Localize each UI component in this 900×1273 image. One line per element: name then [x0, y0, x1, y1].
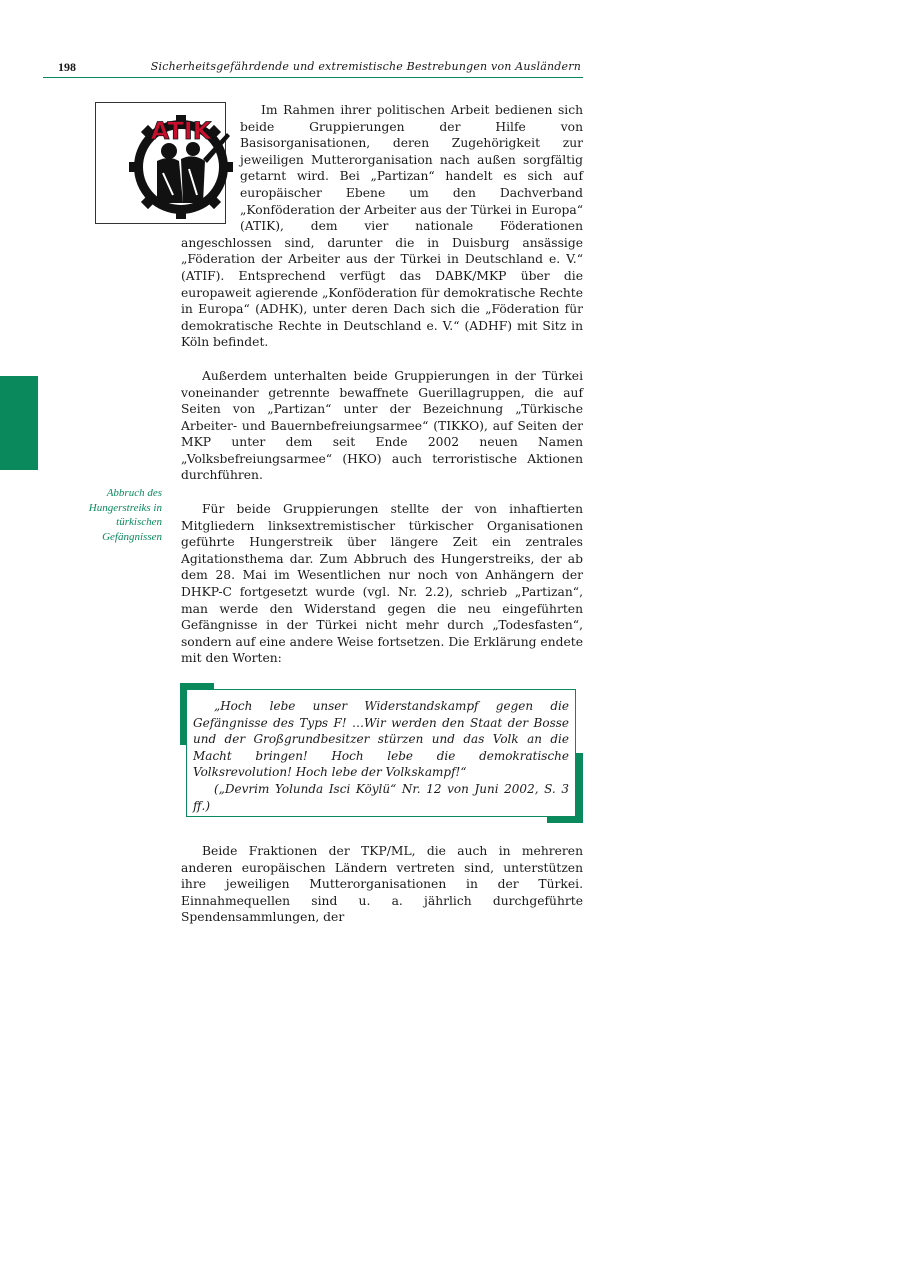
- page-number: 198: [58, 60, 76, 74]
- body-text: [150, 102, 583, 926]
- quote-decoration: [576, 753, 583, 823]
- paragraph-text: Im Rahmen ihrer politischen Arbeit bedienen sich beide Gruppierungen der Hilfe von Basisorganisationen, deren Zugehörigkeit zur jeweiligen Mutterorganisation nach außen sorgfältig getarnt wird. Bei „Partizan“ handelt es sich auf europäischer Ebene um den Dachverband „Konföderation der Arbeiter aus der Türkei in Europa“ (ATIK), dem vier nationale Föderationen angeschlossen sind, darunter die in Duisburg ansässige „Föderation der Arbeiter aus der Türkei in Deutschland e. V.“ (ATIF). Entsprechend verfügt das DABK/MKP über die europaweit agierende „Konföderation für demokratische Rechte in Europa“ (ADHK), unter deren Dach sich die „Föderation für demokratische Rechte in Deutschland e. V.“ (ADHF) mit Sitz in Köln befindet.: [181, 103, 583, 350]
- chapter-side-tab: [0, 376, 38, 470]
- paragraph: Beide Fraktionen der TKP/ML, die auch in mehreren anderen europäischen Ländern vertreten sind, unterstützen ihre jeweiligen Mutterorganisationen in der Türkei. Einnahmequellen sind u. a. jährlich durchgeführte Spendensammlungen, der: [181, 844, 583, 925]
- running-title: Sicherheitsgefährdende und extremistische Bestrebungen von Ausländern: [150, 60, 581, 73]
- quote-box: [186, 689, 576, 817]
- margin-note: Abbruch des Hungerstreiks in türkischen Gefängnissen: [88, 487, 162, 543]
- paragraph: [150, 102, 583, 351]
- quote-decoration: [547, 817, 583, 823]
- quote-source: („Devrim Yolunda Isci Köylü“ Nr. 12 von Juni 2002, S. 3 ff.): [193, 781, 569, 813]
- quote-block: [181, 689, 583, 827]
- atik-logo-icon: [117, 103, 246, 223]
- logo-text: ATIK: [150, 117, 212, 145]
- page-header: [43, 60, 583, 78]
- atik-logo: [95, 102, 226, 224]
- paragraph: Außerdem unterhalten beide Gruppierungen in der Türkei voneinander getrennte bewaffnete Guerillagruppen, die auf Seiten von „Partizan“ unter der Bezeichnung „Türkische Arbeiter- und Bauernbefreiungsarmee“ (TIKKO), auf Seiten der MKP unter dem seit Ende 2002 neuen Namen „Volksbefreiungsarmee“ (HKO) auch terroristische Aktionen durchführen.: [181, 368, 583, 483]
- quote-text: „Hoch lebe unser Widerstandskampf gegen die Gefängnisse des Typs F! …Wir werden den Staat der Bosse und der Großgrundbesitzer stürzen und das Volk an die Macht bringen! Hoch lebe die demokratische Volksrevolution! Hoch lebe der Volkskampf!“: [193, 699, 569, 780]
- paragraph: Für beide Gruppierungen stellte der von inhaftierten Mitgliedern linksextremistischer türkischer Organisationen geführte Hungerstreik über längere Zeit ein zentrales Agitationsthema dar. Zum Abbruch des Hungerstreiks, der ab dem 28. Mai im Wesentlichen nur noch von Anhängern der DHKP-C fortgesetzt wurde (vgl. Nr. 2.2), schrieb „Partizan“, man werde den Widerstand gegen die neu eingeführten Gefängnisse in der Türkei nicht mehr durch „Todesfasten“, sondern auf eine andere Weise fortsetzen. Die Erklärung endete mit den Worten:: [181, 502, 583, 666]
